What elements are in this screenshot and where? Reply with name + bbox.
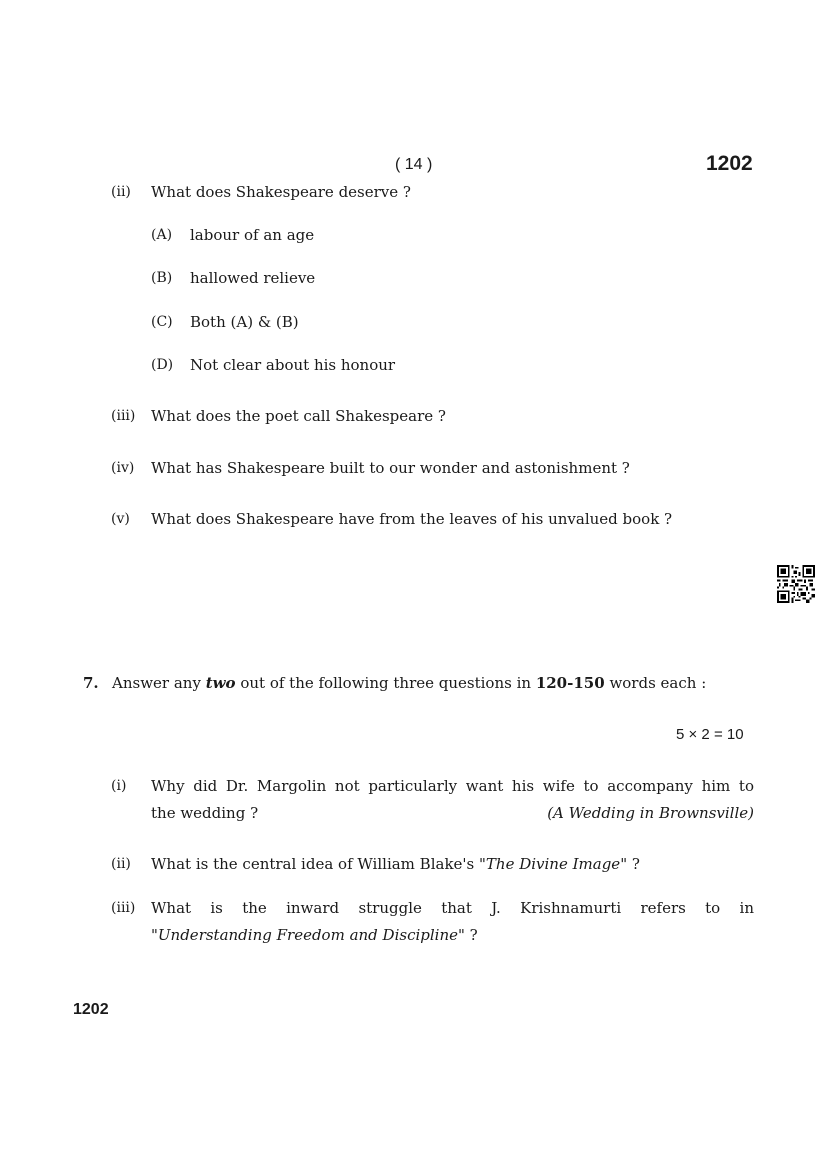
- question-text-continued: the wedding ?: [151, 804, 259, 822]
- question-text: What has Shakespeare built to our wonder and astonishment ?: [151, 459, 630, 477]
- option-letter: (D): [151, 357, 174, 373]
- question-number: (i): [111, 778, 127, 794]
- page-number: ( 14 ): [395, 156, 433, 173]
- question-number: (iii): [111, 408, 136, 424]
- qr-code-icon: [777, 565, 815, 603]
- question-text: What is the inward struggle that J. Krishnamurti refers to in: [151, 899, 754, 917]
- question-number: (iii): [111, 900, 136, 916]
- question-text: What does Shakespeare deserve ?: [151, 183, 411, 201]
- option-text: Both (A) & (B): [190, 313, 299, 331]
- source-reference: (A Wedding in Brownsville): [547, 804, 754, 822]
- question-number: (ii): [111, 184, 131, 200]
- option-letter: (C): [151, 314, 173, 330]
- option-text: hallowed relieve: [190, 269, 316, 287]
- paper-code-footer: 1202: [73, 1001, 109, 1018]
- question-text: What does the poet call Shakespeare ?: [151, 407, 446, 425]
- question-number: (iv): [111, 460, 135, 476]
- question-text: What does Shakespeare have from the leaves of his unvalued book ?: [151, 510, 673, 528]
- question-text: What is the central idea of William Blake's "The Divine Image" ?: [151, 855, 640, 873]
- question-number: (v): [111, 511, 130, 527]
- question-7-number: 7.: [83, 674, 99, 692]
- work-title: The Divine Image: [485, 855, 621, 873]
- marks-allocation: 5 × 2 = 10: [676, 726, 744, 743]
- question-text-continued: "Understanding Freedom and Discipline" ?: [151, 926, 478, 944]
- question-text: Why did Dr. Margolin not particularly want his wife to accompany him to: [151, 777, 754, 795]
- option-letter: (A): [151, 227, 173, 243]
- option-text: labour of an age: [190, 226, 315, 244]
- paper-code-header: 1202: [706, 152, 753, 175]
- option-text: Not clear about his honour: [190, 356, 396, 374]
- question-number: (ii): [111, 856, 131, 872]
- question-7-instruction: Answer any two out of the following three questions in 120-150 words each :: [112, 674, 707, 692]
- work-title: Understanding Freedom and Discipline: [157, 926, 459, 944]
- option-letter: (B): [151, 270, 173, 286]
